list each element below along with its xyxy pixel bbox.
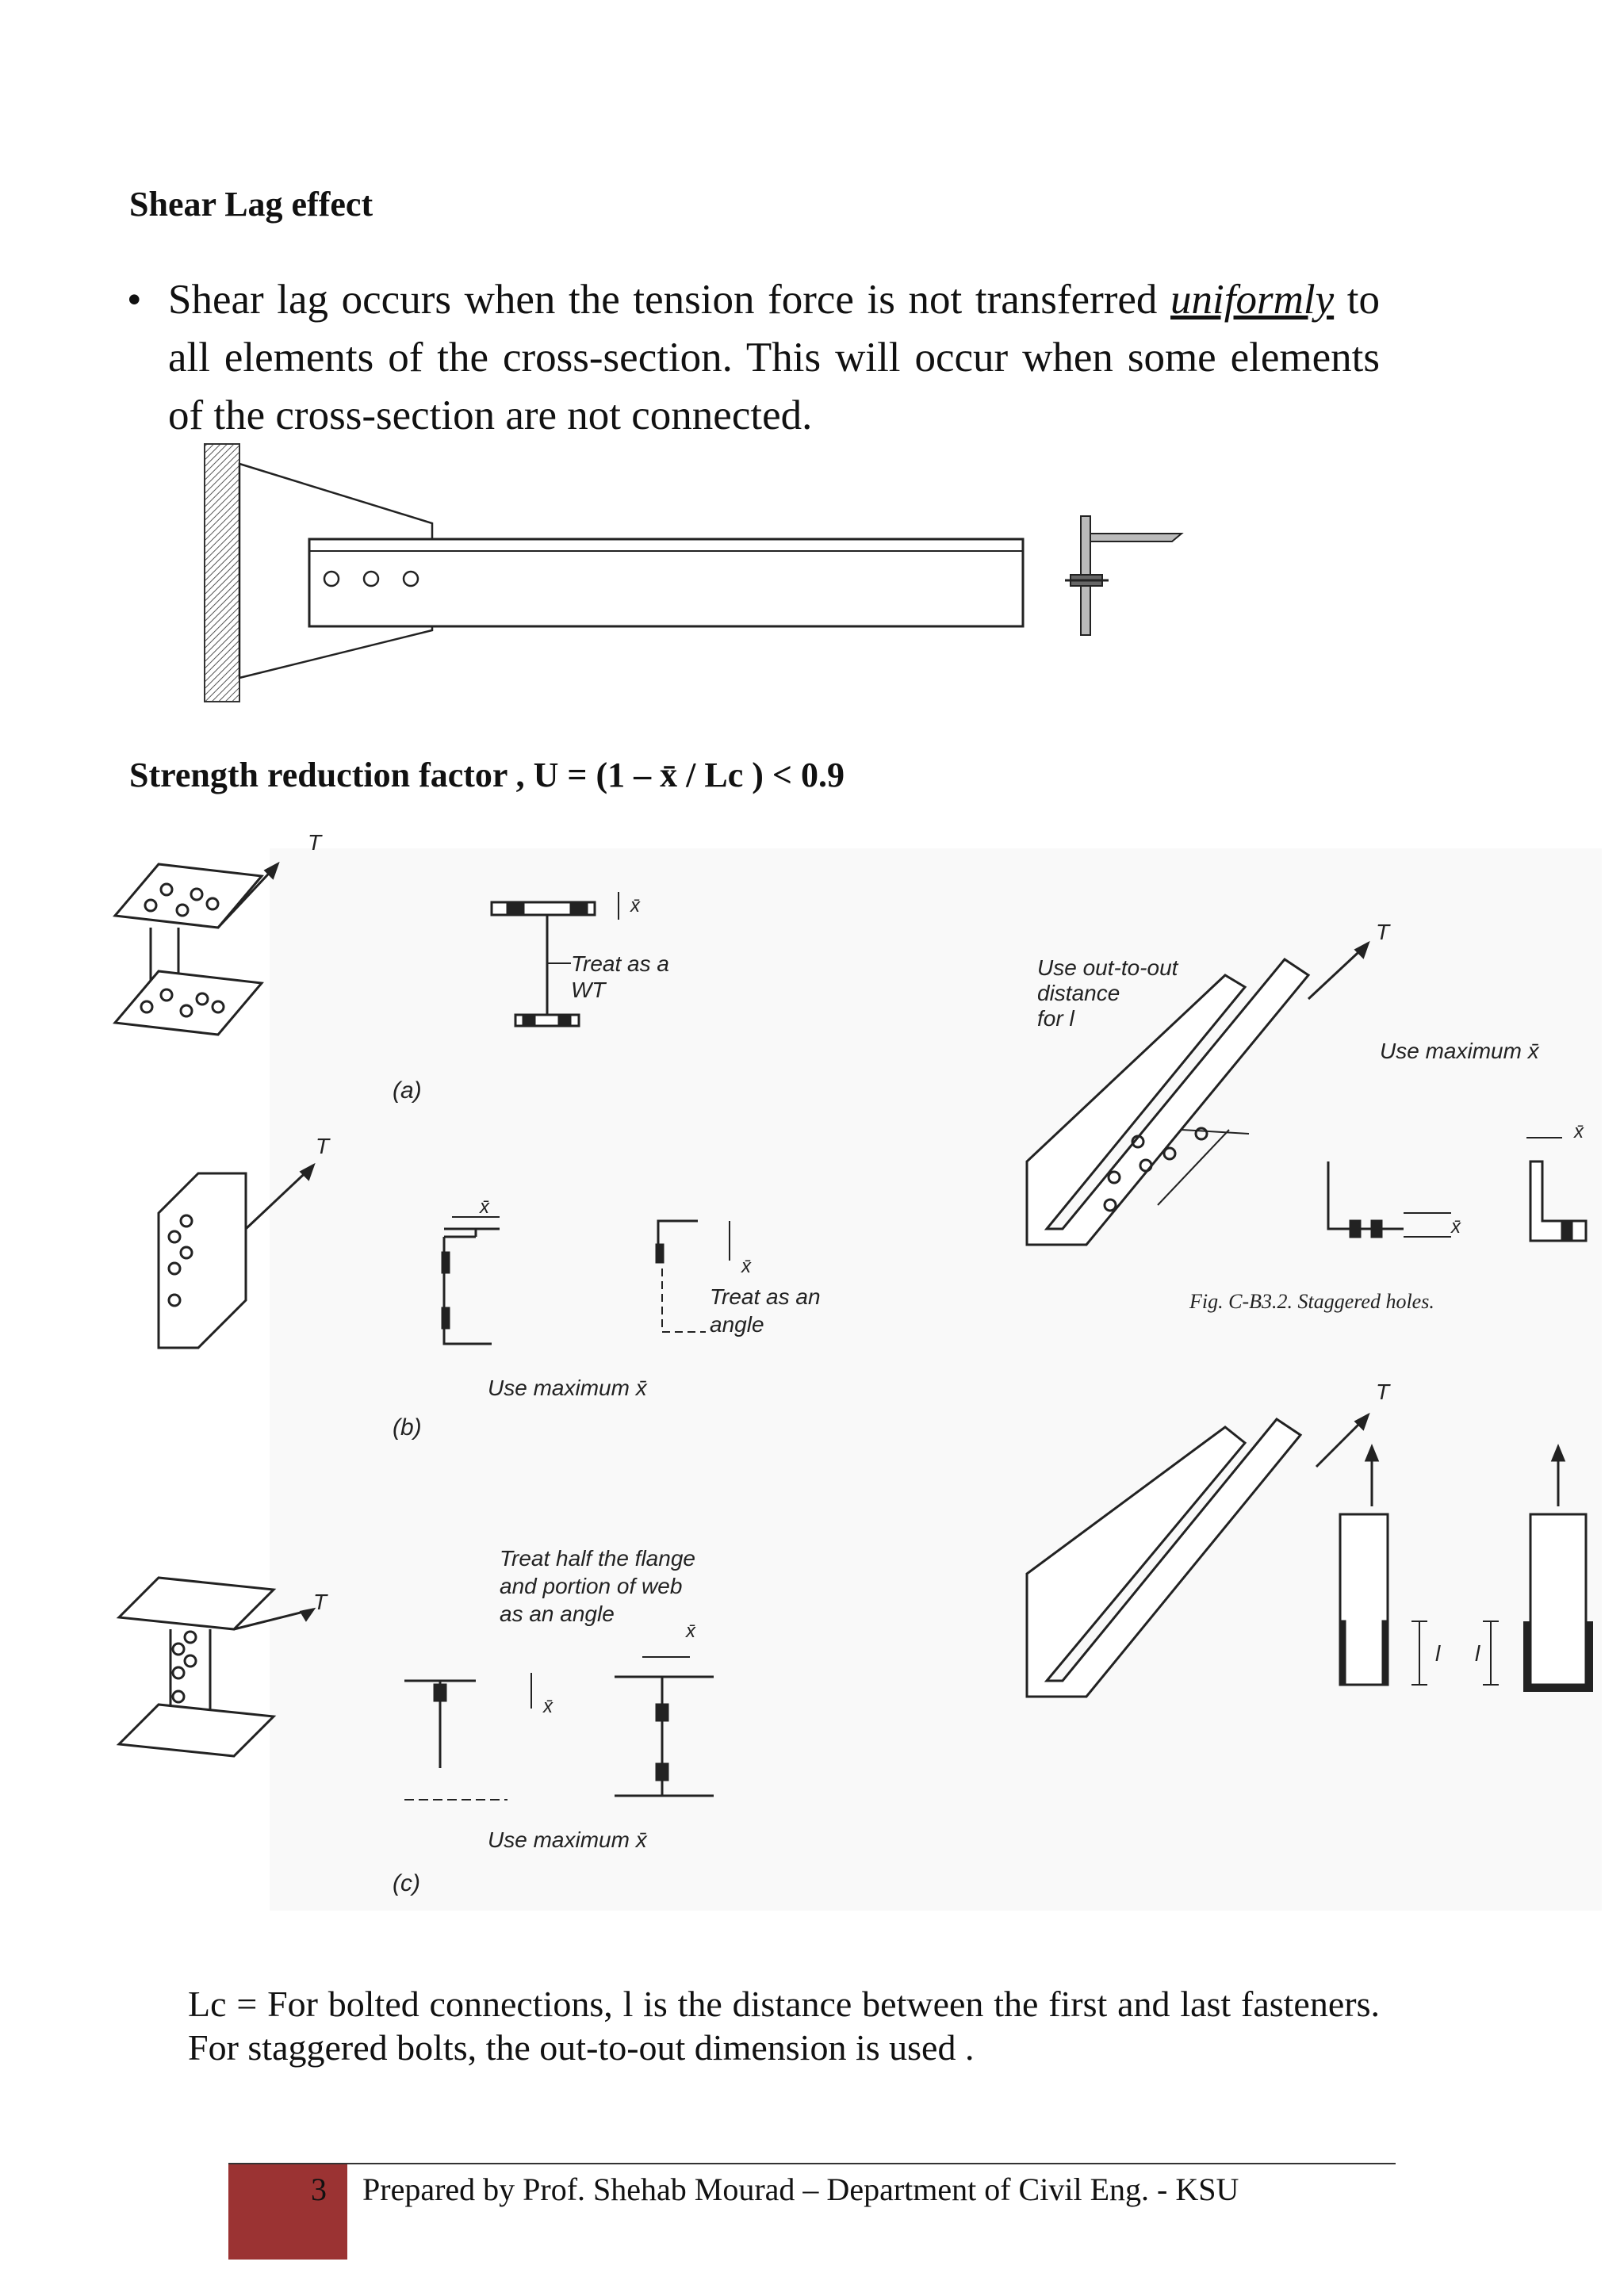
angle-section-view xyxy=(1065,516,1182,635)
page-number: 3 xyxy=(311,2172,327,2207)
label-out-to-out-line1: Use out-to-out xyxy=(1037,955,1178,980)
bullet-emphasis: uniformly xyxy=(1170,277,1335,323)
label-treat-wt-line1: Treat as a xyxy=(571,951,669,976)
label-xbar-a: x̄ xyxy=(630,895,640,916)
label-xbar-b1: x̄ xyxy=(480,1196,489,1218)
w-shape-sketch-a xyxy=(115,864,278,1035)
label-out-to-out-line3: for l xyxy=(1037,1006,1074,1031)
label-half-flange-line3: as an angle xyxy=(500,1601,615,1626)
label-use-max-c: Use maximum x̄ xyxy=(488,1827,647,1852)
label-l-1: l xyxy=(1435,1641,1441,1666)
label-a: (a) xyxy=(393,1077,422,1104)
label-xbar-b2: x̄ xyxy=(741,1256,751,1277)
label-t-right2: T xyxy=(1376,1380,1390,1404)
label-use-max-right: Use maximum x̄ xyxy=(1380,1039,1539,1063)
label-xbar-c1: x̄ xyxy=(543,1696,553,1717)
label-t-right: T xyxy=(1376,920,1390,944)
section-heading: Shear Lag effect xyxy=(129,185,373,224)
label-c: (c) xyxy=(393,1870,420,1896)
label-xbar-right1: x̄ xyxy=(1451,1216,1461,1238)
label-t-b: T xyxy=(316,1134,330,1158)
label-half-flange-line2: and portion of web xyxy=(500,1574,683,1598)
label-l-2: l xyxy=(1475,1641,1480,1666)
footer-page-box xyxy=(228,2164,347,2260)
staggered-caption: Fig. C-B3.2. Staggered holes. xyxy=(1189,1290,1434,1313)
label-treat-wt-line2: WT xyxy=(571,978,606,1002)
label-b: (b) xyxy=(393,1414,422,1441)
lc-definition: Lc = For bolted connections, l is the distance between the first and last fasteners. For staggered bolts, the out-to-out dimension is used . xyxy=(188,1984,1380,2068)
label-xbar-right2: x̄ xyxy=(1574,1121,1584,1142)
label-t-c: T xyxy=(313,1590,327,1614)
footer-credit: Prepared by Prof. Shehab Mourad – Department of Civil Eng. - KSU xyxy=(362,2172,1239,2207)
label-treat-angle-line1: Treat as an xyxy=(710,1284,821,1309)
footer-rule xyxy=(228,2163,1396,2164)
label-out-to-out-line2: distance xyxy=(1037,981,1120,1005)
label-t-a: T xyxy=(308,830,322,855)
label-use-max-b: Use maximum x̄ xyxy=(488,1376,647,1400)
bullet-text-after: to all elements of the cross-section. This will occur when some elements of the cross-section are not connected. xyxy=(168,277,1380,438)
bullet-paragraph xyxy=(168,271,1380,445)
strength-reduction-formula: Strength reduction factor , U = (1 – x̄ / Lc ) < 0.9 xyxy=(129,756,845,794)
bullet-text-before: Shear lag occurs when the tension force is not transferred xyxy=(168,277,1171,323)
gusset-connection-diagram xyxy=(190,440,1205,710)
label-treat-angle-line2: angle xyxy=(710,1312,764,1337)
shear-lag-figure xyxy=(103,817,1610,1911)
label-half-flange-line1: Treat half the flange xyxy=(500,1546,695,1571)
label-xbar-c2: x̄ xyxy=(686,1621,695,1642)
support-wall xyxy=(205,444,239,702)
bullet-marker: • xyxy=(127,277,142,323)
